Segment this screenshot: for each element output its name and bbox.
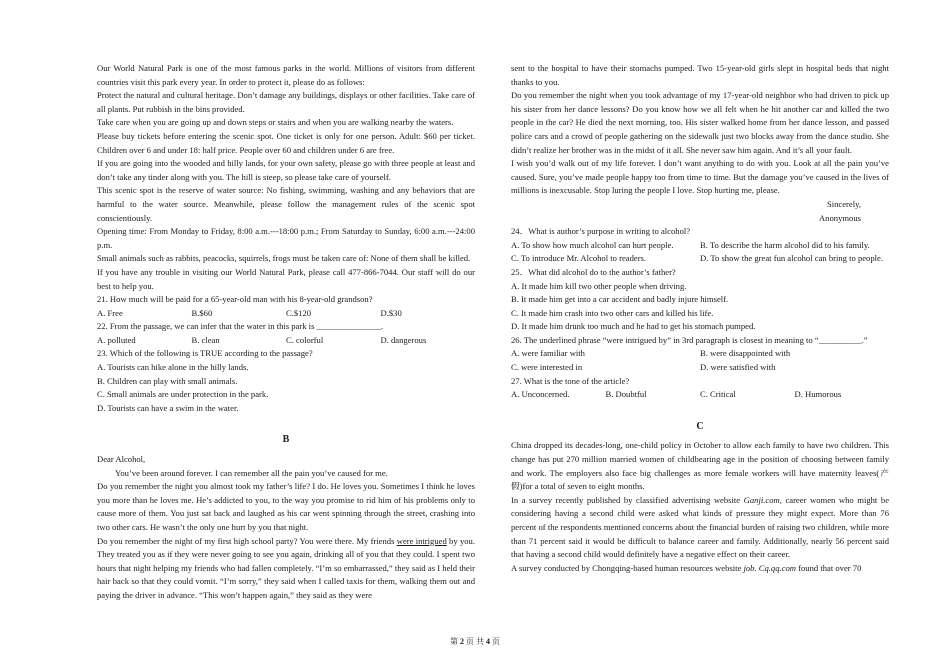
letter-sign-off: Sincerely, [826,198,861,209]
passage-a-paragraph: Opening time: From Monday to Friday, 8:00 a.m.---18:00 p.m.; From Saturday to Sunday, 6:00 a.m.---24:00 p.m. [97,226,475,250]
passage-a-paragraph: Our World Natural Park is one of the most famous parks in the world. Millions of visitors from different countries visit this park every year. In order to protect it, please do as follows: [97,63,475,87]
option: B. Children can play with small animals. [97,375,238,386]
option: D. To show the great fun alcohol can bring to people. [700,253,884,264]
options-row [511,252,889,266]
option: C. It made him crash into two other cars and killed his life. [511,307,714,318]
page-footer [0,636,950,647]
letter-paragraph [97,535,475,603]
option: A. Tourists can hike alone in the hilly lands. [97,362,249,373]
passage-a-paragraph: If you are going into the wooded and hilly lands, for your own safety, please go with three people at least and don’t take any tinder along with you. The hill is steep, so please take care of yourself. [97,158,475,182]
question-stem: 26. The underlined phrase “were intrigued by” in 3rd paragraph is closest in meaning to “__________.” [511,334,868,345]
options-row [511,388,889,402]
options-row [97,307,475,321]
question-21 [97,293,475,320]
option: C. Critical [700,389,736,400]
option: D. Tourists can have a swim in the water. [97,402,239,413]
option: B. Doubtful [605,389,647,400]
text-run: , career women who might be considering having a second child were asked what kinds of pressure they might expect. More than 76 percent of the respondents mentioned concerns about the financial burden of raising two children, while more than 71 percent said it would be difficult to balance career and family. Additionally, nearly 56 percent said that having a second child would definitely have a negative effect on their career. [511,494,890,560]
question-23 [97,347,475,415]
letter-greeting: Dear Alcohol, [97,454,146,465]
letter-signature: Anonymous [818,212,861,223]
question-stem: 21. How much will be paid for a 65-year-old man with his 8-year-old grandson? [97,294,373,305]
passage-c-paragraph [511,494,889,562]
letter-paragraph: You’ve been around forever. I can remember all the pain you’ve caused for me. [115,467,388,478]
underlined-phrase: were intrigued [396,535,447,546]
passage-c [511,439,889,575]
website-name: Ganji.com [743,494,780,505]
option: D.$30 [380,307,402,318]
question-24 [511,225,889,266]
letter-paragraph: sent to the hospital to have their stomachs pumped. Two 15-year-old girls slept in hospital beds that night thanks to you. [511,63,889,87]
option: C. colorful [286,334,324,345]
question-26 [511,334,889,375]
passage-a-paragraph: Protect the natural and cultural heritage. Don’t damage any buildings, displays or other facilities. Take care of all plants. Put rubbish in the bins provided. [97,90,475,114]
current-page-number: 2 [460,637,464,646]
option: D. were satisfied with [700,362,776,373]
option: D. It made him drunk too much and he had to get his stomach pumped. [511,321,756,332]
option: B.$60 [191,307,213,318]
option: A. To show how much alcohol can hurt people. [511,239,674,250]
question-stem: 22. From the passage, we can infer that the water in this park is _______________. [97,321,384,332]
option: B. It made him get into a car accident and badly injure himself. [511,294,729,305]
letter-paragraph: Do you remember the night you almost took my father’s life? I do. He loves you. Sometimes I think he loves you more than he loves me. He’s addicted to you, to the way you promise to rid him of his problems only to cause more of them. You just sat back and laughed as his car went spinning through the street, crashing into two other cars. He wasn’t the only one hurt by you that night. [97,481,475,532]
passage-b-letter [97,453,475,603]
options-row [97,334,475,348]
letter-paragraph: I wish you’d walk out of my life forever. I don’t want anything to do with you. Look at all the pain you’ve caused. Sure, you’ve made people happy too from time to time. But the damage you’ve caused in the lives of millions is inexcusable. Stop luring the people I love. Stop hurting me, please. [511,158,889,196]
option: B. To describe the harm alcohol did to his family. [700,239,870,250]
right-column [511,62,889,575]
passage-c-paragraph: China dropped its decades-long, one-child policy in October to allow each family to have two children. This change has put 270 million married women of childbearing age in the position of choosing between family and work. The employers also face big challenges as more female workers will have maternity leaves(产假)for a total of seven to eight months. [511,440,889,492]
footer-suffix: 页 [492,637,500,646]
passage-c-paragraph [511,562,889,576]
passage-a-paragraph: Take care when you are going up and down steps or stairs and when you are walking nearby the waters. [97,117,454,128]
question-stem: 27. What is the tone of the article? [511,375,630,386]
text-run: A survey conducted by Chongqing-based human resources website [511,562,744,573]
option: B. clean [191,334,220,345]
option: A. It made him kill two other people when driving. [511,280,687,291]
left-column [97,62,475,603]
question-stem: 24．What is author’s purpose in writing to alcohol? [511,226,691,237]
option: A. Free [97,307,123,318]
passage-a-paragraph: If you have any trouble in visiting our World Natural Park, please call 477-866-7044. Our staff will do our best to help you. [97,266,475,291]
passage-a [97,62,475,293]
option: A. polluted [97,334,136,345]
option: C.$120 [286,307,312,318]
question-25 [511,266,889,334]
passage-a-paragraph: Please buy tickets before entering the scenic spot. One ticket is only for one person. Adult: $60 per ticket. Children over 6 and under 18: half price. People over 60 and children under 6 are free. [97,130,475,155]
text-run: Do you remember the night of my first high school party? You were there. My friends [97,535,397,546]
text-run: In a survey recently published by classified advertising website [511,494,744,505]
footer-middle: 页 共 [466,637,484,646]
option: A. Unconcerned. [511,389,570,400]
option: C. were interested in [511,362,583,373]
options-row [511,239,889,253]
option: C. To introduce Mr. Alcohol to readers. [511,253,647,264]
option: D. dangerous [380,334,427,345]
website-name: job. Cq.qq.com [743,562,796,573]
text-run: by you. They treated you as if they were never going to see you again, drinking all of you that they could. I spent two hours that night helping my friends who had fallen completely. “I’m so embarrassed,” they said as I held their hair back so that they could vomit. “I’m sorry,” they said when I called taxis for them, walking them out and paying the driver in advance. “This won’t happen again,” they said as they were [97,535,475,600]
text-run: found that over 70 [795,562,862,573]
question-stem: 23. Which of the following is TRUE according to the passage? [97,348,313,359]
passage-a-paragraph: Small animals such as rabbits, peacocks, squirrels, frogs must be taken care of: None of them shall be killed. [97,253,471,264]
option: D. Humorous [794,389,842,400]
options-row [511,347,889,361]
footer-prefix: 第 [450,637,458,646]
passage-a-paragraph: This scenic spot is the reserve of water source: No fishing, swimming, washing and any behaviors that are harmful to the water source. Meanwhile, please follow the management rules of the scenic spot conscientiously. [97,185,475,223]
section-b-title: B [282,434,290,446]
question-22 [97,320,475,347]
section-c-title: C [696,420,704,432]
option: A. were familiar with [511,348,585,359]
option: B. were disappointed with [700,348,791,359]
total-pages-number: 4 [486,637,490,646]
letter-paragraph: Do you remember the night when you took advantage of my 17-year-old neighbor who had driven to pick up his sister from her dance lessons? Do you know how we all felt when he hit another car and killed the two people in the car? He died the next morning, too. His sister walked home from her dance lesson, and passed police cars and a crowd of people gathering on the sidewalk just two blocks away from the dance studio. She didn’t realize her brother was in the midst of it all. She never saw him again. And it’s all your fault. [511,90,889,155]
options-row [511,361,889,375]
question-27 [511,375,889,402]
option: C. Small animals are under protection in the park. [97,389,269,400]
question-stem: 25．What did alcohol do to the author’s father? [511,266,676,277]
